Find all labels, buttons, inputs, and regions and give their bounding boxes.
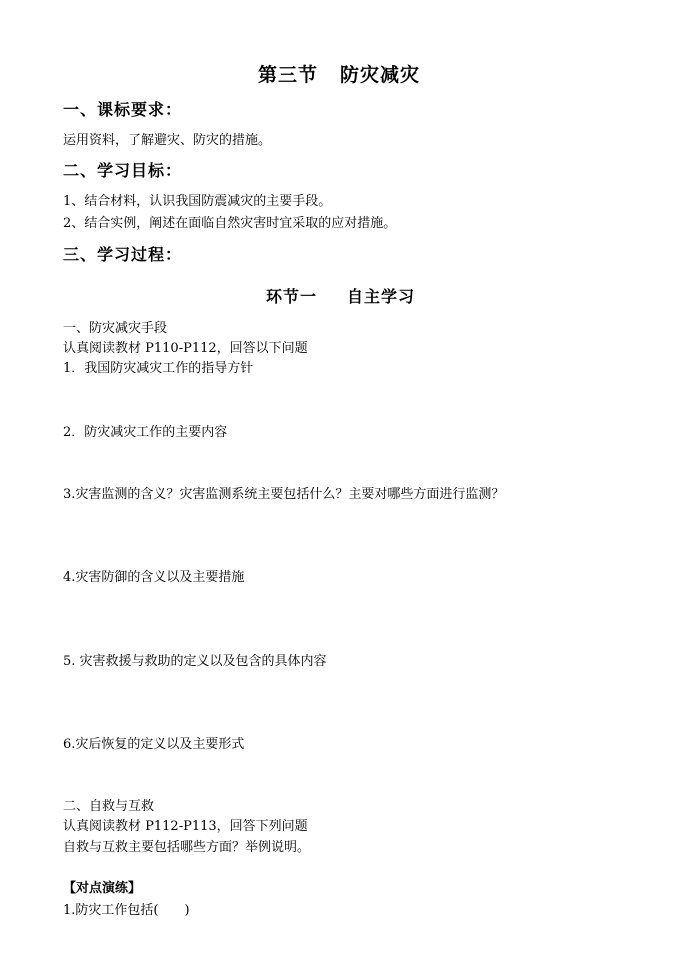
- question-6: 6.灾后恢复的定义以及主要形式: [63, 737, 245, 752]
- title-section-number: 第三节: [258, 64, 319, 86]
- title-topic: 防灾减灾: [340, 64, 421, 86]
- stage-label: 环节一: [266, 287, 318, 306]
- part-two-heading: 二、自救与互救: [63, 799, 155, 814]
- part-two-question: 自救与互救主要包括哪些方面？举例说明。: [63, 840, 311, 855]
- section-heading-goals: 二、学习目标：: [63, 161, 183, 180]
- question-2: 2．防灾减灾工作的主要内容: [63, 425, 228, 440]
- section-heading-curriculum: 一、课标要求：: [63, 100, 183, 119]
- practice-question-1: 1.防灾工作包括( ): [63, 903, 190, 918]
- part-one-instruction: 认真阅读教材 P110-P112，回答以下问题: [63, 341, 308, 356]
- goal-item-2: 2、结合实例，阐述在面临自然灾害时宜采取的应对措施。: [63, 216, 397, 231]
- section-heading-process: 三、学习过程：: [63, 245, 183, 264]
- stage-heading: [266, 284, 415, 307]
- question-4: 4.灾害防御的含义以及主要措施: [63, 570, 245, 585]
- part-one-heading: 一、防灾减灾手段: [63, 321, 168, 336]
- part-two-instruction: 认真阅读教材 P112-P113，回答下列问题: [63, 819, 308, 834]
- question-3: 3.灾害监测的含义？灾害监测系统主要包括什么？主要对哪些方面进行监测？: [63, 487, 505, 502]
- curriculum-text: 运用资料，了解避灾、防灾的措施。: [63, 133, 272, 148]
- question-1: 1．我国防灾减灾工作的指导方针: [63, 361, 254, 376]
- stage-title: 自主学习: [347, 287, 416, 306]
- goal-item-1: 1、结合材料，认识我国防震减灾的主要手段。: [63, 194, 332, 209]
- question-5: 5. 灾害救援与救助的定义以及包含的具体内容: [63, 654, 327, 669]
- practice-heading: 【对点演练】: [63, 881, 142, 896]
- page-title: [258, 60, 420, 87]
